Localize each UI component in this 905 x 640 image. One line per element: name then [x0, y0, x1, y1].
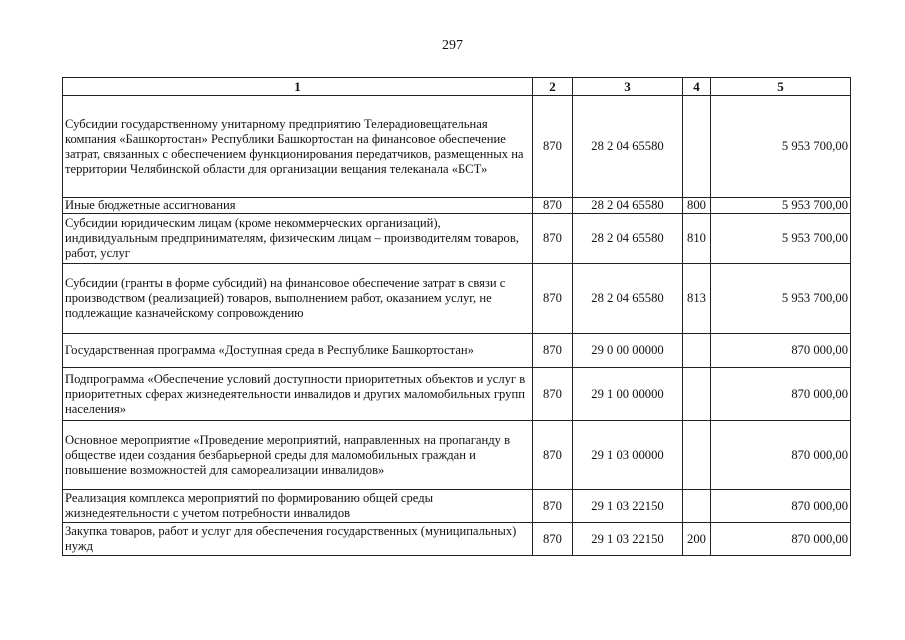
row-expense-type: 800 — [683, 198, 711, 214]
header-col-5: 5 — [711, 78, 851, 96]
row-amount: 870 000,00 — [711, 523, 851, 556]
row-expense-type: 200 — [683, 523, 711, 556]
row-code: 870 — [533, 523, 573, 556]
row-name: Иные бюджетные ассигнования — [63, 198, 533, 214]
row-expense-type — [683, 334, 711, 368]
row-expense-type — [683, 368, 711, 421]
row-code: 870 — [533, 264, 573, 334]
row-expense-type — [683, 490, 711, 523]
table-row — [63, 490, 851, 523]
row-amount: 5 953 700,00 — [711, 198, 851, 214]
row-name: Реализация комплекса мероприятий по формированию общей среды жизнедеятельности с учетом потребности инвалидов — [63, 490, 533, 523]
header-col-3: 3 — [573, 78, 683, 96]
row-name: Субсидии государственному унитарному предприятию Телерадиовещательная компания «Башкортостан» Республики Башкортостан на финансовое обеспечение затрат, связанных с обеспечением функционирования передатчиков, размещенных на территории Челябинской области для организации вещания телеканала «БСТ» — [63, 96, 533, 198]
table-row — [63, 334, 851, 368]
row-amount: 5 953 700,00 — [711, 214, 851, 264]
header-col-1: 1 — [63, 78, 533, 96]
row-target: 29 1 03 22150 — [573, 490, 683, 523]
row-expense-type — [683, 421, 711, 490]
row-target: 29 1 03 00000 — [573, 421, 683, 490]
table-header-row — [63, 78, 851, 96]
row-name: Субсидии (гранты в форме субсидий) на финансовое обеспечение затрат в связи с производством (реализацией) товаров, выполнением работ, оказанием услуг, не подлежащие казначейскому сопровождению — [63, 264, 533, 334]
row-amount: 870 000,00 — [711, 421, 851, 490]
row-expense-type: 813 — [683, 264, 711, 334]
row-code: 870 — [533, 198, 573, 214]
row-code: 870 — [533, 368, 573, 421]
row-code: 870 — [533, 334, 573, 368]
row-expense-type — [683, 96, 711, 198]
table-row — [63, 96, 851, 198]
row-expense-type: 810 — [683, 214, 711, 264]
row-name: Государственная программа «Доступная среда в Республике Башкортостан» — [63, 334, 533, 368]
row-name: Подпрограмма «Обеспечение условий доступности приоритетных объектов и услуг в приоритетных сферах жизнедеятельности инвалидов и других маломобильных групп населения» — [63, 368, 533, 421]
table-row — [63, 368, 851, 421]
table-row — [63, 264, 851, 334]
row-target: 28 2 04 65580 — [573, 96, 683, 198]
row-amount: 870 000,00 — [711, 334, 851, 368]
table-row — [63, 198, 851, 214]
row-target: 28 2 04 65580 — [573, 198, 683, 214]
row-target: 29 1 00 00000 — [573, 368, 683, 421]
row-name: Основное мероприятие «Проведение мероприятий, направленных на пропаганду в обществе идеи создания безбарьерной среды для маломобильных граждан и повышение возможностей для самореализации инвалидов» — [63, 421, 533, 490]
row-amount: 5 953 700,00 — [711, 264, 851, 334]
table-row — [63, 421, 851, 490]
header-col-4: 4 — [683, 78, 711, 96]
page-number: 297 — [442, 38, 463, 53]
table-row — [63, 214, 851, 264]
row-name: Субсидии юридическим лицам (кроме некоммерческих организаций), индивидуальным предпринимателям, физическим лицам – производителям товаров, работ, услуг — [63, 214, 533, 264]
row-target: 28 2 04 65580 — [573, 214, 683, 264]
row-name: Закупка товаров, работ и услуг для обеспечения государственных (муниципальных) нужд — [63, 523, 533, 556]
row-code: 870 — [533, 490, 573, 523]
row-target: 29 1 03 22150 — [573, 523, 683, 556]
row-amount: 5 953 700,00 — [711, 96, 851, 198]
table-row — [63, 523, 851, 556]
row-amount: 870 000,00 — [711, 490, 851, 523]
row-target: 29 0 00 00000 — [573, 334, 683, 368]
row-code: 870 — [533, 214, 573, 264]
budget-table — [62, 77, 851, 556]
row-code: 870 — [533, 421, 573, 490]
header-col-2: 2 — [533, 78, 573, 96]
row-code: 870 — [533, 96, 573, 198]
row-amount: 870 000,00 — [711, 368, 851, 421]
row-target: 28 2 04 65580 — [573, 264, 683, 334]
